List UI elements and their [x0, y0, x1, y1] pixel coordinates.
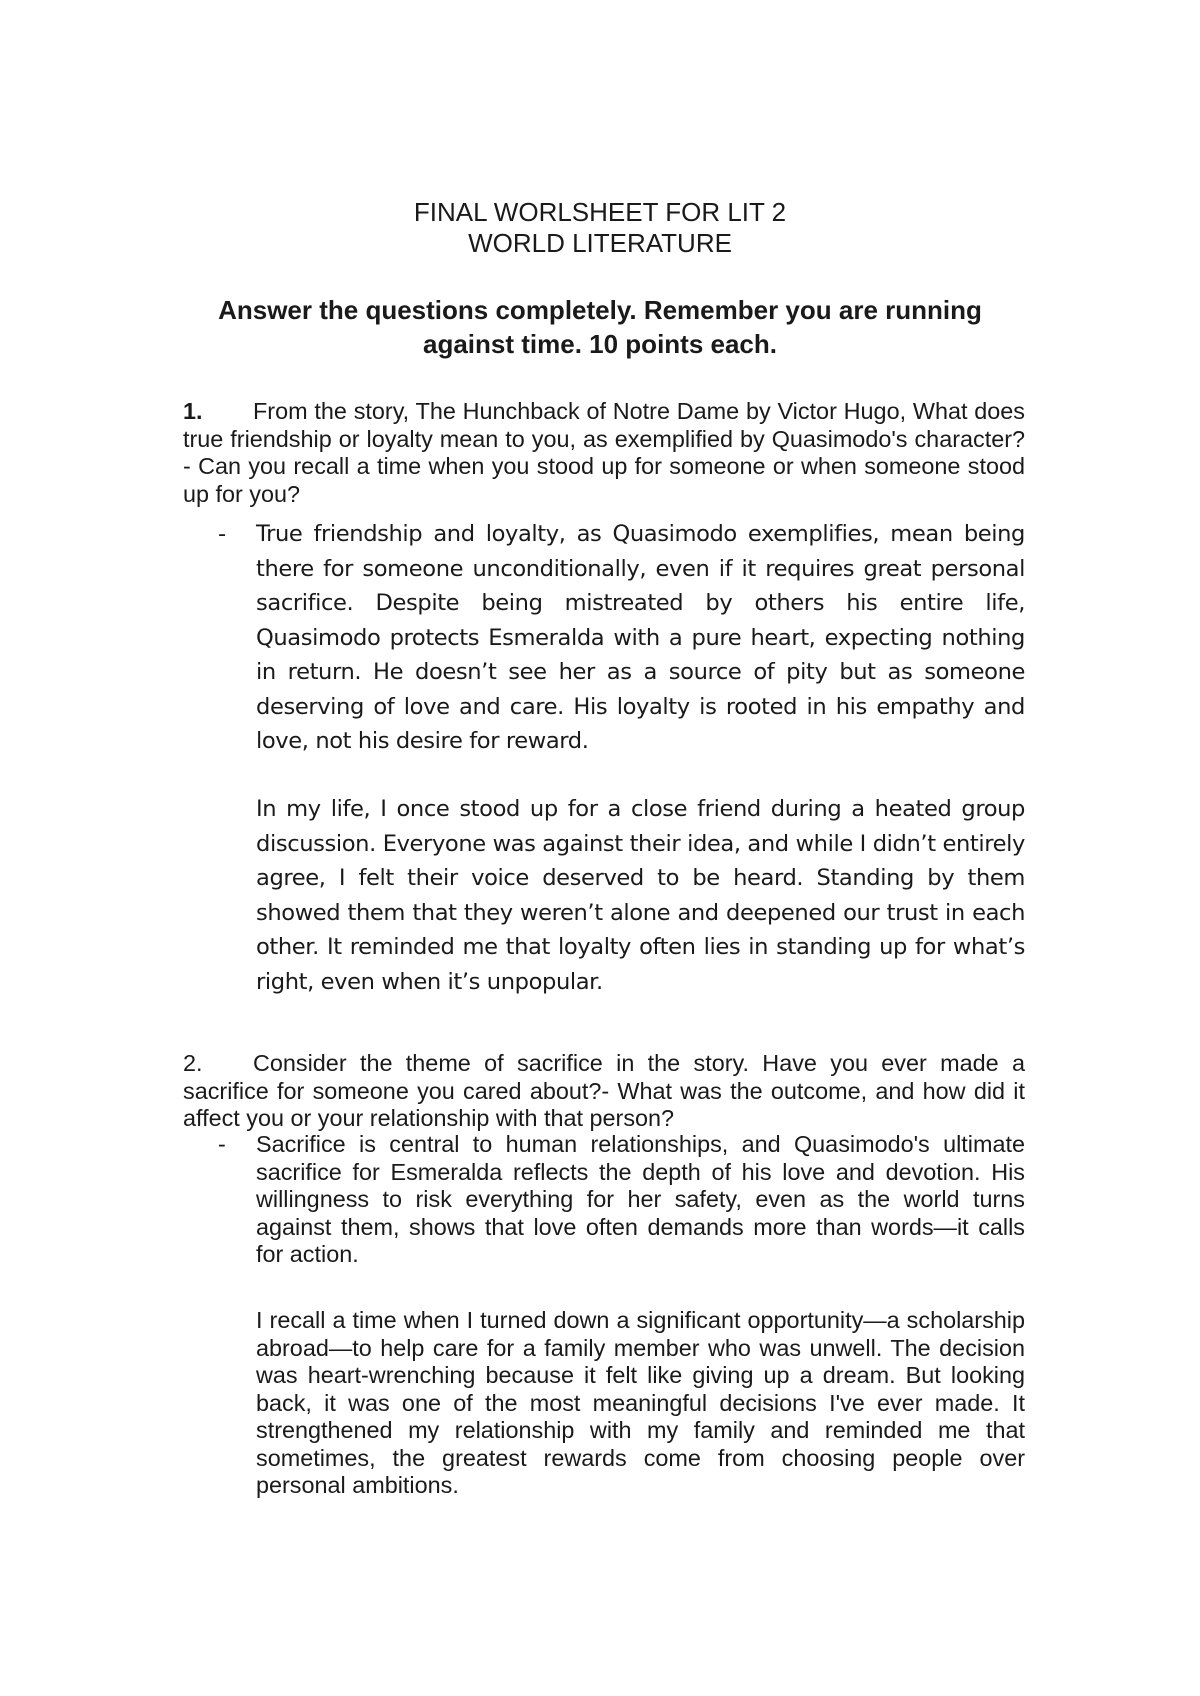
- answer-text: True friendship and loyalty, as Quasimodo exemplifies, mean being there for someone unconditionally, even if it requires great personal sacrifice. Despite being mistreated by others his entire life, Quasimodo protects Esmeralda with a pure heart, expecting nothing in return. He doesn’t see her as a source of pity but as someone deserving of love and care. His loyalty is rooted in his empathy and love, not his desire for reward.: [256, 521, 1025, 754]
- question-text: Consider the theme of sacrifice in the story. Have you ever made a sacrifice for someone you cared about?- What was the outcome, and how did it affect you or your relationship with that person?: [183, 1050, 1025, 1131]
- question-2: [183, 1050, 1025, 1133]
- answer-text: I recall a time when I turned down a significant opportunity—a scholarship abroad—to help care for a family member who was unwell. The decision was heart-wrenching because it felt like giving up a dream. But looking back, it was one of the most meaningful decisions I've ever made. It strengthened my relationship with my family and reminded me that sometimes, the greatest rewards come from choosing people over personal ambitions.: [256, 1307, 1025, 1498]
- answer-1-paragraph-2: [256, 792, 1025, 999]
- answer-1-paragraph-1: [218, 517, 1025, 759]
- bullet-dash: -: [218, 521, 226, 547]
- document-subtitle: WORLD LITERATURE: [468, 228, 732, 258]
- answer-text: In my life, I once stood up for a close friend during a heated group discussion. Everyone was against their idea, and while I didn’t entirely agree, I felt their voice deserved to be heard. Standing by them showed them that they weren’t alone and deepened our trust in each other. It reminded me that loyalty often lies in standing up for what’s right, even when it’s unpopular.: [256, 796, 1025, 995]
- document-title: FINAL WORLSHEET FOR LIT 2: [413, 197, 787, 227]
- bullet-dash: -: [218, 1131, 226, 1157]
- question-number: 2.: [183, 1050, 203, 1076]
- answer-text: Sacrifice is central to human relationships, and Quasimodo's ultimate sacrifice for Esmeralda reflects the depth of his love and devotion. His willingness to risk everything for her safety, even as the world turns against them, shows that love often demands more than words—it calls for action.: [256, 1131, 1025, 1267]
- question-number: 1.: [183, 398, 203, 424]
- instructions: Answer the questions completely. Remember you are running against time. 10 points each.: [218, 295, 982, 359]
- question-text: From the story, The Hunchback of Notre Dame by Victor Hugo, What does true friendship or loyalty mean to you, as exemplified by Quasimodo's character? - Can you recall a time when you stood up for someone or when someone stood up for you?: [183, 398, 1025, 507]
- answer-2-paragraph-1: [218, 1131, 1025, 1269]
- question-1: [183, 398, 1025, 508]
- answer-2-paragraph-2: [256, 1307, 1025, 1500]
